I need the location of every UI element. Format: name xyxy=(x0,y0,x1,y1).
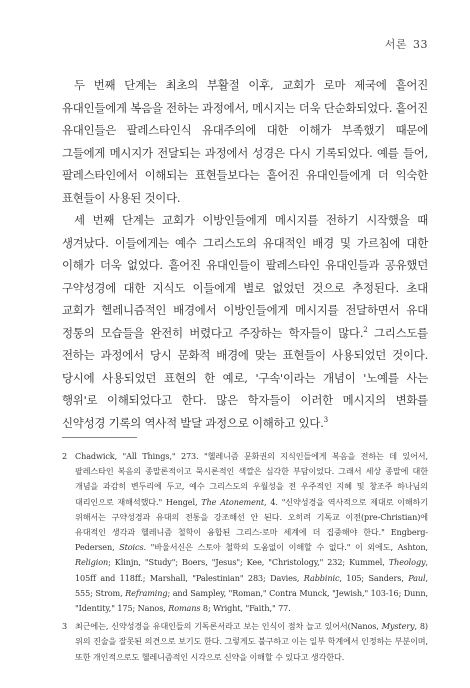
running-header xyxy=(385,36,428,52)
footnote-number: 3 xyxy=(62,621,68,632)
footnote-text: Chadwick, "All Things," 273. "헬레니즘 문화권의 지식인들에게 복음을 전하는 데 있어서, 팔레스타인 복음의 종말론적이고 묵시론적인 색깔은 심각한 부담이었다. 그래서 세상 종말에 대한 개념을 과감히 변두리에 두고, 예수 그리스도의 우월성을 전 우주적인 지혜 및 창조주 하나님의 대리인으로 재해석했다." Hengel, The Atonement, 4. "신약성경을 역사적으로 제대로 이해하기 위해서는 구약성경과 유대의 전통을 강조해선 안 된다. 오히려 기독교 이전(pre-Christian)에 유대적인 생각과 헬레니즘 철학이 융합된 그리스-로마 세계에 더 집중해야 한다." Engberg-Pedersen, Stoics. "바울서신은 스토아 철학의 도움없이 이해할 수 없다." 이 외에도, Ashton, Religion; Klinjn, "Study"; Boers, "Jesus"; Kee, "Christology," 232; Kummel, Theology, 105ff and 118ff.; Marshall, "Palestinian" 283; Davies, Rabbinic, 105; Sanders, Paul, 555; Strom, Reframing; and Sampley, "Roman," Contra Munck, "Jewish," 103-16; Dunn, "Identity," 175; Nanos, Romans 8; Wright, "Faith," 77. xyxy=(75,451,429,614)
footnote-ref[interactable]: 2 xyxy=(363,324,368,334)
footnote-ref[interactable]: 3 xyxy=(323,414,328,424)
italic-title: The Atonement xyxy=(201,496,265,507)
italic-title: Rabbinic xyxy=(303,572,340,583)
paragraph xyxy=(62,209,428,434)
header-title: 서론 xyxy=(384,38,407,51)
paragraph-text: 그리스도를 전하는 과정에서 당시 문화적 배경에 맞는 표현들이 사용되었던 것이다. 당시에 사용되었던 표현의 한 예로, '구속'이라는 개념이 '노예를 사는 행위'로 이해되었다고 한다. 많은 학자들이 이러한 메시지의 변화를 신약성경 기록의 역사적 발달 과정으로 이해하고 있다. xyxy=(62,325,428,430)
italic-title: Reframing xyxy=(125,587,168,598)
footnote-text: 최근에는, 신약성경을 유대인들의 기독론서라고 보는 인식이 점차 늘고 있어서(Nanos, Mystery, 8) 위의 진술을 잘못된 의견으로 보기도 한다. 그렇게도 불구하고 이는 일부 학계에서 인정하는 부분이며, 또한 개인적으로도 헬레니즘적인 시각으로 신약을 이해할 수 있다고 생각한다. xyxy=(75,621,428,662)
paragraph: 두 번째 단계는 최초의 부활절 이후, 교회가 로마 제국에 흩어진 유대인들에게 복음을 전하는 과정에서, 메시지는 더욱 단순화되었다. 흩어진 유대인들은 팔레스타인식 유대주의에 대한 이해가 부족했기 때문에 그들에게 메시지가 전달되는 과정에서 성경은 다시 기록되었다. 예를 들어, 팔레스타인에서 이해되는 표현들보다는 흩어진 유대인들에게 더 익숙한 표현들이 사용된 것이다. xyxy=(62,78,428,205)
footnote xyxy=(62,449,428,616)
footnote-divider xyxy=(62,437,137,438)
body-text xyxy=(62,74,428,434)
italic-title: Religion xyxy=(75,557,109,568)
italic-title: Theology xyxy=(388,557,426,568)
footnote xyxy=(62,619,428,665)
page-number: 33 xyxy=(413,38,428,51)
paragraph-text: 세 번째 단계는 교회가 이방인들에게 메시지를 전하기 시작했을 때 생겨났다. 이들에게는 예수 그리스도의 유대적인 배경 및 가르침에 대한 이해가 더욱 없었다. 흩어진 유대인들이 팔레스타인 유대인들과 공유했던 구약성경에 대한 지식도 이들에게 별로 없었던 것으로 추정된다. 초대 교회가 헬레니즘적인 배경에서 이방인들에게 메시지를 전달하면서 유대 정통의 모습들을 완전히 버렸다고 주장하는 학자들이 많다. xyxy=(62,213,428,340)
italic-title: Stoics xyxy=(119,542,144,553)
footnotes xyxy=(62,449,428,668)
italic-title: Mystery xyxy=(381,621,415,632)
footnote-number: 2 xyxy=(62,451,68,461)
italic-title: Romans xyxy=(168,603,201,614)
italic-title: Paul xyxy=(408,572,426,583)
